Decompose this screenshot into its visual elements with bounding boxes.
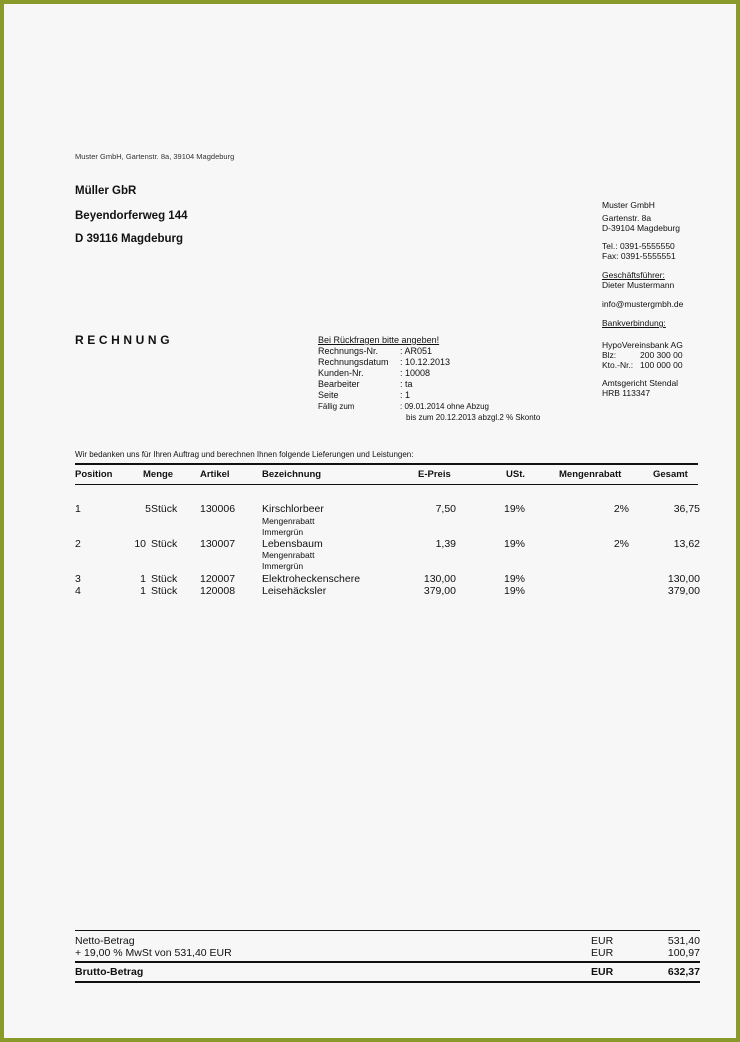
totals-bottom-rule	[75, 981, 700, 983]
brutto-label: Brutto-Betrag	[75, 966, 144, 978]
brutto-value: 632,37	[667, 966, 700, 978]
company-street: Gartenstr. 8a	[602, 213, 652, 223]
manager-name: Dieter Mustermann	[602, 280, 675, 290]
sender-return-line: Muster GmbH, Gartenstr. 8a, 39104 Magdeburg	[75, 152, 235, 161]
netto-currency: EUR	[591, 935, 614, 947]
register-court: Amtsgericht Stendal	[602, 378, 679, 388]
table-header-rule	[75, 484, 698, 485]
manager-label: Geschäftsführer:	[602, 270, 665, 280]
meta-row: Kunden-Nr. : 10008	[318, 368, 431, 378]
col-bezeichnung: Bezeichnung	[262, 469, 322, 480]
company-name: Muster GmbH	[602, 200, 655, 210]
meta-row: Rechnungsdatum : 10.12.2013	[318, 357, 451, 367]
bank-label: Bankverbindung:	[602, 318, 666, 328]
col-artikel: Artikel	[200, 469, 230, 480]
col-ust: USt.	[506, 469, 525, 480]
brutto-currency: EUR	[591, 966, 614, 978]
company-city: D-39104 Magdeburg	[602, 223, 680, 233]
recipient-city: D 39116 Magdeburg	[75, 233, 184, 245]
recipient-name: Müller GbR	[75, 185, 137, 197]
company-fax: Fax: 0391-5555551	[602, 251, 676, 261]
document-title: RECHNUNG	[75, 333, 174, 347]
col-mengenrabatt: Mengenrabatt	[559, 469, 622, 480]
recipient-street: Beyendorferweg 144	[75, 210, 188, 222]
bank-blz: Blz: 200 300 00	[602, 350, 683, 360]
company-email: info@mustergmbh.de	[602, 299, 684, 309]
register-number: HRB 113347	[602, 388, 651, 398]
table-top-rule	[75, 463, 698, 465]
meta-row: Bearbeiter : ta	[318, 379, 413, 389]
netto-label: Netto-Betrag	[75, 935, 135, 947]
company-tel: Tel.: 0391-5555550	[602, 241, 675, 251]
meta-row: Rechnungs-Nr. : AR051	[318, 346, 433, 356]
mwst-value: 100,97	[667, 947, 700, 959]
col-epreis: E-Preis	[418, 469, 451, 480]
meta-heading: Bei Rückfragen bitte angeben!	[318, 335, 440, 345]
meta-row: Fällig zum : 09.01.2014 ohne Abzug	[318, 402, 489, 411]
company-info	[602, 200, 683, 398]
bank-name: HypoVereinsbank AG	[602, 340, 683, 350]
invoice-meta	[318, 335, 540, 423]
totals-top-rule	[75, 930, 700, 931]
mwst-currency: EUR	[591, 947, 614, 959]
brutto-top-rule	[75, 961, 700, 963]
col-position: Position	[75, 469, 113, 480]
netto-value: 531,40	[667, 935, 700, 947]
invoice-page: Muster GmbH, Gartenstr. 8a, 39104 Magdeburg Müller GbR Beyendorferweg 144 D 39116 Magdeburg Muster GmbH Gartenstr. 8a D-39104 Magdeburg Tel.: 0391-5555550 Fax: 0391-5555551 Geschäftsführer: Dieter Mustermann info@mustergmbh.de Bankverbindung: HypoVereinsbank AG Blz: 200 300 00 Kto.-Nr.: 100 000 00 Amtsgericht Stendal HRB 113347 RECHNUNG Bei Rückfragen bitte angeben! Rechnungs-Nr. : AR051 Rechnungsdatum : 10.12.2013 Kunden-Nr. : 10008 Bearbeiter : ta Seite : 1 Fällig zum : 09.01.2014 ohne Abzug bis zum 20.12.2013 abzgl.2 % Skonto Wir bedanken uns für Ihren Auftrag und berechnen Ihnen folgende Lieferungen und Leistungen: Position Menge Artikel Bezeichnung E-Preis USt. Mengenrabatt Gesamt 1 5 Stück 130006 Kirschlorbeer Mengenrabatt Immergrün 7,50 19% 2% 36,75 2 10 Stück 130007 Lebensbaum Mengenrabatt Immergrün 1,39 19% 2% 13,62 3 1 Stück 120007 Elektroheckenschere 130,00 19% 130,00 4 1 Stück 120008 Leisehäcksler 379,00 19% 379,00 Netto-Betrag EUR 531,40 + 19,00 % MwSt von 531,40 EUR EUR 100,97 Brutto-Betrag EUR 632,37	[4, 4, 736, 1038]
meta-row: Seite : 1	[318, 390, 411, 400]
col-menge: Menge	[143, 469, 174, 480]
meta-skonto: bis zum 20.12.2013 abzgl.2 % Skonto	[406, 413, 541, 422]
intro-text: Wir bedanken uns für Ihren Auftrag und berechnen Ihnen folgende Lieferungen und Leistungen:	[75, 450, 414, 459]
mwst-label: + 19,00 % MwSt von 531,40 EUR	[75, 947, 232, 959]
col-gesamt: Gesamt	[653, 469, 688, 480]
bank-kto: Kto.-Nr.: 100 000 00	[602, 360, 683, 370]
